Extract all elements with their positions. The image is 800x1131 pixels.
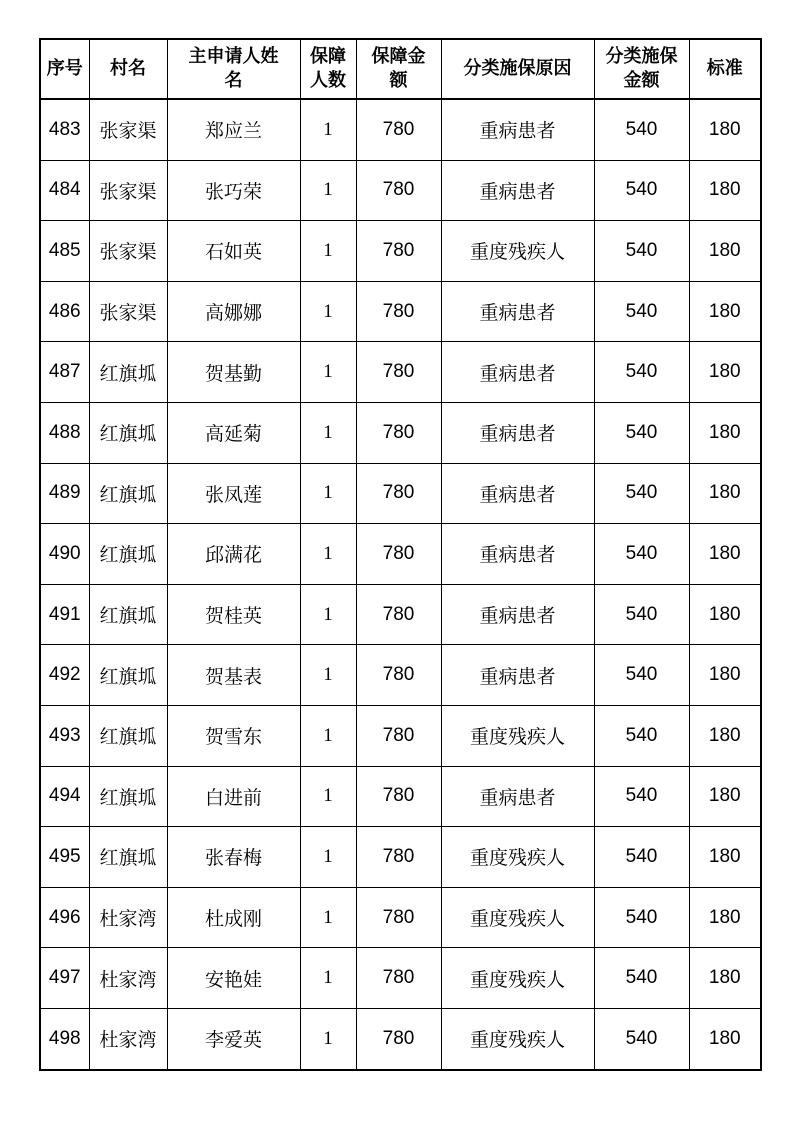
- cell-applicant-name: 白进前: [167, 766, 300, 827]
- cell-persons: 1: [300, 948, 356, 1009]
- cell-persons: 1: [300, 645, 356, 706]
- cell-amount: 780: [356, 584, 441, 645]
- cell-class-amount: 540: [594, 221, 689, 282]
- cell-class-amount: 540: [594, 281, 689, 342]
- cell-standard: 180: [689, 948, 761, 1009]
- cell-reason: 重病患者: [441, 281, 594, 342]
- cell-applicant-name: 郑应兰: [167, 99, 300, 160]
- cell-standard: 180: [689, 645, 761, 706]
- cell-applicant-name: 杜成刚: [167, 887, 300, 948]
- cell-reason: 重病患者: [441, 402, 594, 463]
- cell-amount: 780: [356, 645, 441, 706]
- table-row: [40, 705, 761, 766]
- cell-standard: 180: [689, 887, 761, 948]
- cell-amount: 780: [356, 705, 441, 766]
- cell-persons: 1: [300, 99, 356, 160]
- cell-seq: 488: [40, 402, 89, 463]
- cell-persons: 1: [300, 342, 356, 403]
- cell-class-amount: 540: [594, 524, 689, 585]
- header-persons: 保障 人数: [300, 39, 356, 99]
- assistance-roster-table: [39, 38, 762, 1071]
- cell-standard: 180: [689, 463, 761, 524]
- cell-standard: 180: [689, 584, 761, 645]
- cell-village: 红旗坬: [89, 342, 167, 403]
- cell-seq: 493: [40, 705, 89, 766]
- cell-reason: 重病患者: [441, 342, 594, 403]
- cell-class-amount: 540: [594, 705, 689, 766]
- table-row: [40, 948, 761, 1009]
- cell-seq: 491: [40, 584, 89, 645]
- cell-reason: 重度残疾人: [441, 221, 594, 282]
- header-seq: 序号: [40, 39, 89, 99]
- table-row: [40, 827, 761, 888]
- cell-village: 杜家湾: [89, 1008, 167, 1069]
- cell-persons: 1: [300, 827, 356, 888]
- cell-amount: 780: [356, 1008, 441, 1069]
- cell-reason: 重病患者: [441, 645, 594, 706]
- cell-amount: 780: [356, 948, 441, 1009]
- cell-village: 红旗坬: [89, 827, 167, 888]
- cell-applicant-name: 张巧荣: [167, 160, 300, 221]
- cell-village: 红旗坬: [89, 524, 167, 585]
- cell-standard: 180: [689, 281, 761, 342]
- cell-reason: 重度残疾人: [441, 948, 594, 1009]
- cell-reason: 重度残疾人: [441, 887, 594, 948]
- header-row: [40, 39, 761, 99]
- cell-applicant-name: 李爱英: [167, 1008, 300, 1069]
- cell-standard: 180: [689, 1008, 761, 1069]
- cell-applicant-name: 石如英: [167, 221, 300, 282]
- cell-standard: 180: [689, 160, 761, 221]
- cell-village: 红旗坬: [89, 766, 167, 827]
- header-applicant-name: 主申请人姓 名: [167, 39, 300, 99]
- cell-standard: 180: [689, 524, 761, 585]
- cell-amount: 780: [356, 524, 441, 585]
- cell-class-amount: 540: [594, 584, 689, 645]
- cell-seq: 485: [40, 221, 89, 282]
- cell-persons: 1: [300, 766, 356, 827]
- header-class-amount: 分类施保 金额: [594, 39, 689, 99]
- cell-reason: 重病患者: [441, 584, 594, 645]
- table-row: [40, 584, 761, 645]
- cell-seq: 484: [40, 160, 89, 221]
- cell-reason: 重度残疾人: [441, 705, 594, 766]
- cell-class-amount: 540: [594, 645, 689, 706]
- table-row: [40, 887, 761, 948]
- cell-amount: 780: [356, 827, 441, 888]
- table-row: [40, 463, 761, 524]
- cell-amount: 780: [356, 342, 441, 403]
- cell-persons: 1: [300, 221, 356, 282]
- cell-class-amount: 540: [594, 463, 689, 524]
- cell-applicant-name: 贺基表: [167, 645, 300, 706]
- cell-amount: 780: [356, 887, 441, 948]
- cell-applicant-name: 贺桂英: [167, 584, 300, 645]
- cell-standard: 180: [689, 342, 761, 403]
- cell-village: 红旗坬: [89, 705, 167, 766]
- table-row: [40, 524, 761, 585]
- cell-persons: 1: [300, 463, 356, 524]
- cell-amount: 780: [356, 402, 441, 463]
- cell-amount: 780: [356, 463, 441, 524]
- table-row: [40, 402, 761, 463]
- cell-class-amount: 540: [594, 1008, 689, 1069]
- cell-village: 杜家湾: [89, 887, 167, 948]
- cell-class-amount: 540: [594, 887, 689, 948]
- cell-seq: 489: [40, 463, 89, 524]
- cell-reason: 重度残疾人: [441, 827, 594, 888]
- cell-amount: 780: [356, 281, 441, 342]
- cell-amount: 780: [356, 766, 441, 827]
- cell-seq: 483: [40, 99, 89, 160]
- cell-standard: 180: [689, 402, 761, 463]
- header-standard: 标准: [689, 39, 761, 99]
- cell-applicant-name: 安艳娃: [167, 948, 300, 1009]
- header-village: 村名: [89, 39, 167, 99]
- table-row: [40, 281, 761, 342]
- cell-applicant-name: 邱满花: [167, 524, 300, 585]
- cell-standard: 180: [689, 766, 761, 827]
- cell-applicant-name: 张凤莲: [167, 463, 300, 524]
- cell-village: 张家渠: [89, 281, 167, 342]
- cell-amount: 780: [356, 221, 441, 282]
- cell-amount: 780: [356, 160, 441, 221]
- cell-reason: 重病患者: [441, 160, 594, 221]
- cell-seq: 494: [40, 766, 89, 827]
- cell-seq: 492: [40, 645, 89, 706]
- cell-reason: 重病患者: [441, 524, 594, 585]
- cell-standard: 180: [689, 705, 761, 766]
- cell-seq: 490: [40, 524, 89, 585]
- cell-class-amount: 540: [594, 948, 689, 1009]
- cell-class-amount: 540: [594, 99, 689, 160]
- cell-persons: 1: [300, 402, 356, 463]
- header-reason: 分类施保原因: [441, 39, 594, 99]
- cell-standard: 180: [689, 99, 761, 160]
- cell-village: 红旗坬: [89, 402, 167, 463]
- cell-class-amount: 540: [594, 160, 689, 221]
- cell-amount: 780: [356, 99, 441, 160]
- cell-persons: 1: [300, 160, 356, 221]
- table-row: [40, 342, 761, 403]
- cell-persons: 1: [300, 524, 356, 585]
- cell-persons: 1: [300, 887, 356, 948]
- cell-reason: 重病患者: [441, 766, 594, 827]
- cell-seq: 497: [40, 948, 89, 1009]
- cell-applicant-name: 高娜娜: [167, 281, 300, 342]
- cell-class-amount: 540: [594, 827, 689, 888]
- cell-seq: 486: [40, 281, 89, 342]
- cell-seq: 496: [40, 887, 89, 948]
- cell-village: 张家渠: [89, 160, 167, 221]
- table-row: [40, 99, 761, 160]
- cell-reason: 重度残疾人: [441, 1008, 594, 1069]
- cell-persons: 1: [300, 584, 356, 645]
- cell-class-amount: 540: [594, 402, 689, 463]
- cell-village: 红旗坬: [89, 645, 167, 706]
- table-row: [40, 645, 761, 706]
- table-header: [40, 39, 761, 99]
- cell-village: 张家渠: [89, 221, 167, 282]
- table-row: [40, 221, 761, 282]
- table-row: [40, 766, 761, 827]
- cell-applicant-name: 贺基勤: [167, 342, 300, 403]
- cell-persons: 1: [300, 705, 356, 766]
- cell-persons: 1: [300, 1008, 356, 1069]
- cell-standard: 180: [689, 827, 761, 888]
- cell-persons: 1: [300, 281, 356, 342]
- cell-seq: 487: [40, 342, 89, 403]
- table-row: [40, 1008, 761, 1069]
- cell-class-amount: 540: [594, 342, 689, 403]
- cell-class-amount: 540: [594, 766, 689, 827]
- cell-village: 红旗坬: [89, 463, 167, 524]
- cell-village: 杜家湾: [89, 948, 167, 1009]
- cell-applicant-name: 张春梅: [167, 827, 300, 888]
- cell-reason: 重病患者: [441, 463, 594, 524]
- header-amount: 保障金 额: [356, 39, 441, 99]
- cell-village: 红旗坬: [89, 584, 167, 645]
- cell-seq: 498: [40, 1008, 89, 1069]
- cell-standard: 180: [689, 221, 761, 282]
- cell-applicant-name: 贺雪东: [167, 705, 300, 766]
- table-row: [40, 160, 761, 221]
- cell-seq: 495: [40, 827, 89, 888]
- table-body: [40, 99, 761, 1070]
- cell-village: 张家渠: [89, 99, 167, 160]
- cell-reason: 重病患者: [441, 99, 594, 160]
- cell-applicant-name: 高延菊: [167, 402, 300, 463]
